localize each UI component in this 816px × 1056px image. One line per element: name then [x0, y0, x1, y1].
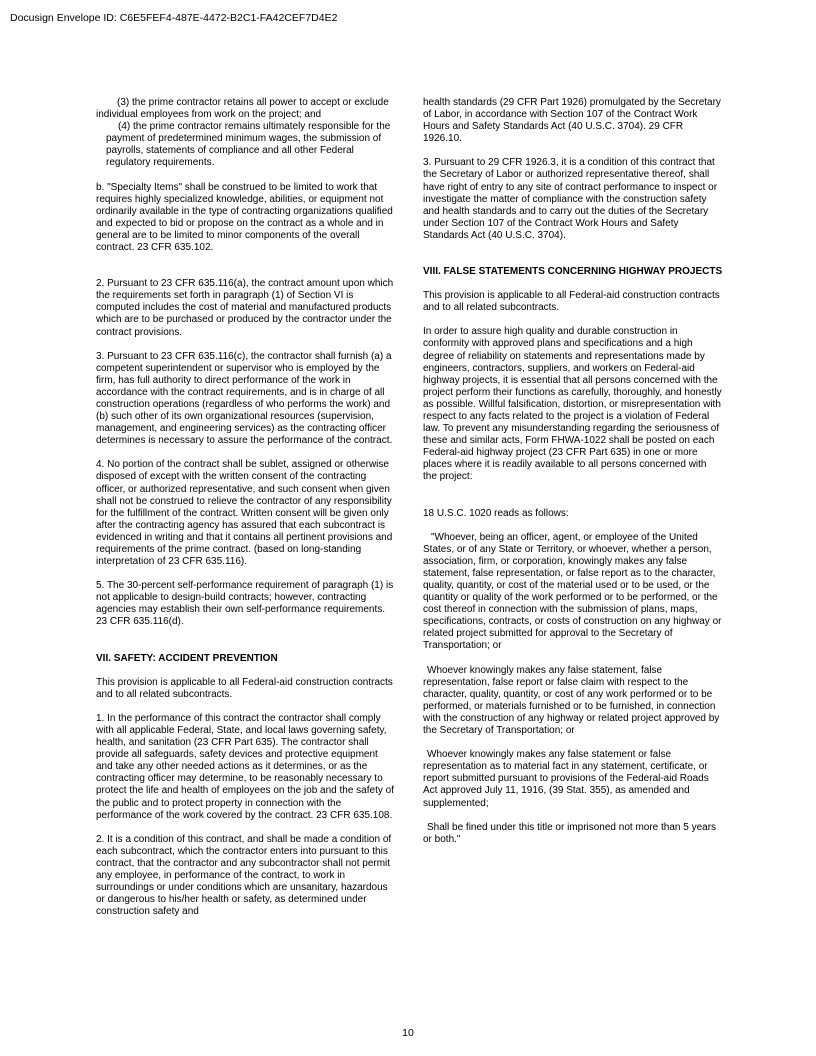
- section-7-item-2-continued: health standards (29 CFR Part 1926) promulgated by the Secretary of Labor, in accordance with Section 107 of the Contract Work Hours and Safety Standards Act (40 U.S.C. 3704). 29 CFR 1926.10.: [423, 97, 721, 145]
- section-7-item-2: 2. It is a condition of this contract, and shall be made a condition of each subcontract, which the contractor enters into pursuant to this contract, that the contractor and any subcontractor shall not permit any employee, in performance of the contract, to work in surroundings or under conditions which are unsanitary, hazardous or dangerous to his/her health or safety, as determined under construction safety and: [96, 833, 392, 918]
- section-7-item-1: 1. In the performance of this contract the contractor shall comply with all applicable Federal, State, and local laws governing safety, health, and sanitation (23 CFR Part 635). The contractor shall provide all safeguards, safety devices and protective equipment and take any other needed actions as it determines, or as the contracting officer may determine, to be reasonably necessary to protect the life and health of employees on the job and the safety of the public and to protect property in connection with the performance of the work covered by the contract. 23 CFR 635.108.: [96, 712, 394, 821]
- quote-paragraph-3: Whoever knowingly makes any false statement or false representation as to material fact in any statement, certificate, or report submitted pursuant to provisions of the Federal-aid Roads Act approved July 11, 1916, (39 Stat. 355), as amended and supplemented;: [423, 749, 709, 809]
- section-7-intro: This provision is applicable to all Federal-aid construction contracts and to all related subcontracts.: [96, 676, 393, 700]
- envelope-id: Docusign Envelope ID: C6E5FEF4-487E-4472-B2C1-FA42CEF7D4E2: [10, 12, 338, 24]
- paragraph-b-specialty-items: b. "Specialty Items" shall be construed to be limited to work that requires highly specialized knowledge, abilities, or equipment not ordinarily available in the type of contracting organizations qualified and expected to bid or propose on the contract as a whole and in general are to be limited to minor components of the overall contract. 23 CFR 635.102.: [96, 181, 393, 254]
- section-8-intro: This provision is applicable to all Federal-aid construction contracts and to all related subcontracts.: [423, 290, 720, 314]
- quote-paragraph-4: Shall be fined under this title or imprisoned not more than 5 years or both.": [423, 821, 717, 845]
- usc-intro: 18 U.S.C. 1020 reads as follows:: [423, 507, 569, 519]
- paragraph-item-4: 4. No portion of the contract shall be sublet, assigned or otherwise disposed of except with the written consent of the contracting officer, or authorized representative, and such consent when given shall not be construed to relieve the contractor of any responsibility for the fulfillment of the contract. Written consent will be given only after the contracting agency has assured that each subcontract is evidenced in writing and that it contains all pertinent provisions and requirements of the prime contract. (based on long-standing interpretation of 23 CFR 635.116).: [96, 459, 393, 568]
- paragraph-3: (3) the prime contractor retains all power to accept or exclude individual employees from work on the project; and: [96, 97, 389, 121]
- quote-paragraph-2: Whoever knowingly makes any false statement, false representation, false report or false claim with respect to the character, quality, quantity, or cost of any work performed or to be performed, or materials furnished or to be furnished, in connection with the construction of any highway or related project approved by the Secretary of Transportation; or: [423, 664, 720, 737]
- page-number: 10: [402, 1027, 414, 1039]
- section-8-heading: VIII. FALSE STATEMENTS CONCERNING HIGHWAY PROJECTS: [423, 266, 723, 278]
- section-7-heading: VII. SAFETY: ACCIDENT PREVENTION: [96, 652, 278, 664]
- paragraph-item-3: 3. Pursuant to 23 CFR 635.116(c), the contractor shall furnish (a) a competent superintendent or supervisor who is employed by the firm, has full authority to direct performance of the work in accordance with the contract requirements, and is in charge of all construction operations (regardless of who performs the work) and (b) such other of its own organizational resources (supervision, management, and engineering services) as the contracting officer determines is necessary to assure the performance of the contract.: [96, 350, 393, 447]
- left-column: [96, 97, 396, 930]
- section-8-paragraph: In order to assure high quality and durable construction in conformity with approved plans and specifications and a high degree of reliability on statements and representations made by engineers, contractors, suppliers, and workers on Federal-aid highway projects, it is essential that all persons concerned with the project perform their functions as carefully, thoroughly, and honestly as possible. Willful falsification, distortion, or misrepresentation with respect to any facts related to the project is a violation of Federal law. To prevent any misunderstanding regarding the seriousness of these and similar acts, Form FHWA-1022 shall be posted on each Federal-aid highway project (23 CFR Part 635) in one or more places where it is readily available to all persons concerned with the project:: [423, 326, 722, 483]
- paragraph-item-2: 2. Pursuant to 23 CFR 635.116(a), the contract amount upon which the requirements set forth in paragraph (1) of Section VI is computed includes the cost of material and manufactured products which are to be purchased or produced by the contractor under the contract provisions.: [96, 278, 394, 338]
- paragraph-item-5: 5. The 30-percent self-performance requirement of paragraph (1) is not applicable to design-build contracts; however, contracting agencies may establish their own self-performance requirements. 23 CFR 635.116(d).: [96, 580, 394, 628]
- section-7-item-3: 3. Pursuant to 29 CFR 1926.3, it is a condition of this contract that the Secretary of Labor or authorized representative thereof, shall have right of entry to any site of contract performance to inspect or investigate the matter of compliance with the construction safety and health standards and to carry out the duties of the Secretary under Section 107 of the Contract Work Hours and Safety Standards Act (40 U.S.C. 3704).: [423, 157, 718, 241]
- paragraph-4: (4) the prime contractor remains ultimately responsible for the payment of predetermined minimum wages, the submission of payrolls, statements of compliance and all other Federal regulatory requirements.: [106, 121, 391, 169]
- right-column: [423, 97, 723, 858]
- quote-paragraph-1: "Whoever, being an officer, agent, or employee of the United States, or of any State or Territory, or whoever, whether a person, association, firm, or corporation, knowingly makes any false statement, false representation, or false report as to the character, quality, quantity, or cost of the material used or to be used, or the quantity or quality of the work performed or to be performed, or the cost thereof in connection with the submission of plans, maps, specifications, contracts, or costs of construction on any highway or related project submitted for approval to the Secretary of Transportation; or: [423, 531, 722, 652]
